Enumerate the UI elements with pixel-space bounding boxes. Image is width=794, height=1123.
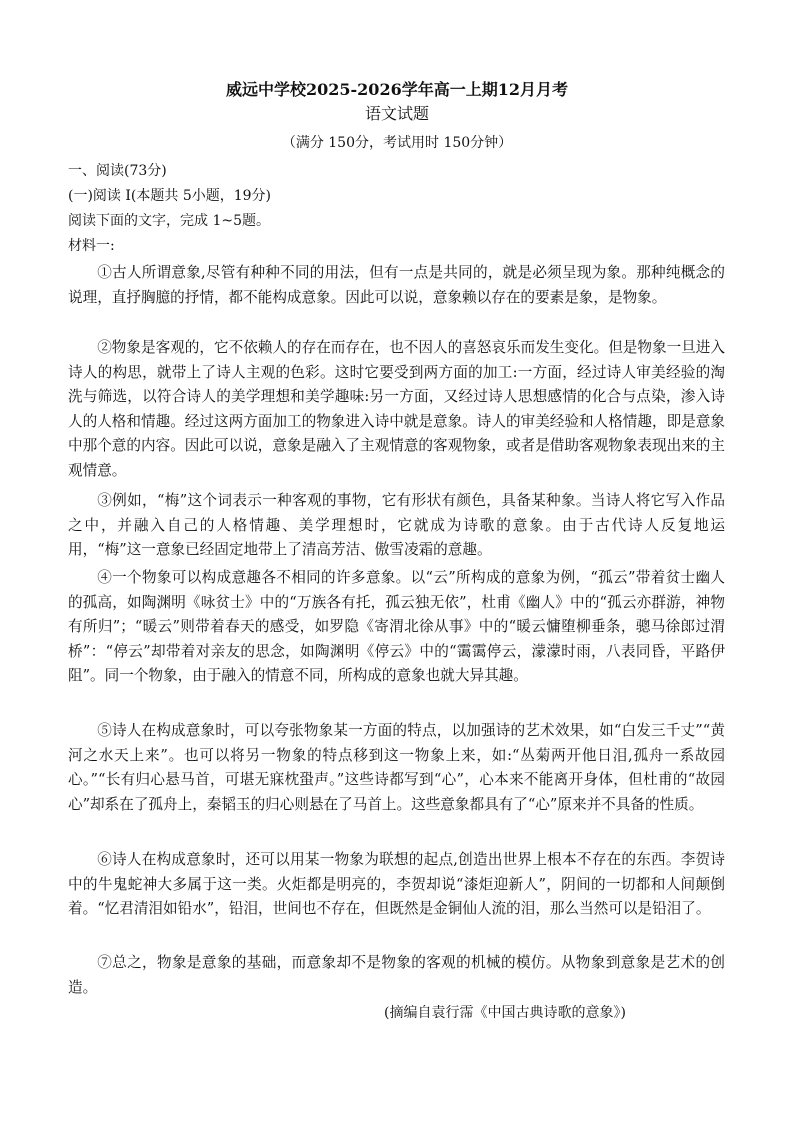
paragraph-3: ③例如，“梅”这个词表示一种客观的事物，它有形状有颜色，具备某种象。当诗人将它写入作品之中，并融入自己的人格情趣、美学理想时，它就成为诗歌的意象。由于古代诗人反复地运用，“梅”这一意象已经固定地带上了清高芳洁、傲雪凌霜的意趣。 <box>68 492 725 558</box>
paragraph-5: ⑤诗人在构成意象时，可以夸张物象某一方面的特点，以加强诗的艺术效果，如“白发三千丈”“黄河之水天上来”。也可以将另一物象的特点移到这一物象上来，如:“丛菊两开他日泪,孤舟一系故园心。”“长有归心悬马首，可堪无寐枕蛩声。”这些诗都写到“心”，心本来不能离开身体，但杜甫的“故园心”却系在了孤舟上，秦韬玉的归心则悬在了马首上。这些意象都具有了“心”原来并不具备的性质。 <box>68 722 725 813</box>
section-heading: 一、阅读(73分) <box>68 163 167 179</box>
paragraph-6: ⑥诗人在构成意象时，还可以用某一物象为联想的起点,创造出世界上根本不存在的东西。李贺诗中的牛鬼蛇神大多属于这一类。火炬都是明亮的，李贺却说“漆炬迎新人”，阴间的一切都和人间颠倒着。“忆君清泪如铅水”，铅泪，世间也不存在，但既然是金铜仙人流的泪，那么当然可以是铅泪了。 <box>68 851 725 917</box>
instruction-text: 阅读下面的文字，完成 1~5题。 <box>68 213 270 229</box>
exam-title: 威远中学校2025-2026学年高一上期12月月考 <box>226 80 568 99</box>
sub-section-heading: (一)阅读 I(本题共 5小题，19分) <box>68 188 271 204</box>
paragraph-1: ①古人所谓意象,尽管有种种不同的用法，但有一点是共同的，就是必须呈现为象。那种纯概念的说理，直抒胸臆的抒情，都不能构成意象。因此可以说，意象赖以存在的要素是象，是物象。 <box>68 264 725 306</box>
paragraph-7: ⑦总之，物象是意象的基础，而意象却不是物象的客观的机械的模仿。从物象到意象是艺术的创造。 <box>68 954 725 996</box>
paragraph-2: ②物象是客观的，它不依赖人的存在而存在，也不因人的喜怒哀乐而发生变化。但是物象一旦进入诗人的构思，就带上了诗人主观的色彩。这时它要受到两方面的加工:一方面，经过诗人审美经验的淘洗与筛选，以符合诗人的美学理想和美学趣味:另一方面，又经过诗人思想感情的化合与点染，渗入诗人的人格和情趣。经过这两方面加工的物象进入诗中就是意象。诗人的审美经验和人格情趣，即是意象中那个意的内容。因此可以说，意象是融入了主观情意的客观物象，或者是借助客观物象表现出来的主观情意。 <box>68 339 725 479</box>
paragraph-4: ④一个物象可以构成意趣各不相同的许多意象。以“云”所构成的意象为例，“孤云”带着贫士幽人的孤高，如陶渊明《咏贫士》中的“万族各有托，孤云独无依”，杜甫《幽人》中的“孤云亦群游，神物有所归”；“暖云”则带着春天的感受，如罗隐《寄渭北徐从事》中的“暖云慵堕柳垂条，骢马徐郎过渭桥”：“停云”却带着对亲友的思念，如陶渊明《停云》中的“霭霭停云，濛濛时雨，八表同昏，平路伊阻”。同一个物象，由于融入的情意不同，所构成的意象也就大异其趣。 <box>68 569 725 684</box>
exam-subject: 语文试题 <box>364 104 429 123</box>
material-label: 材料一: <box>68 238 115 254</box>
exam-note: （满分 150分，考试用时 150分钟） <box>281 135 513 151</box>
source-citation: (摘编自袁行霈《中国古典诗歌的意象》) <box>384 1005 626 1021</box>
